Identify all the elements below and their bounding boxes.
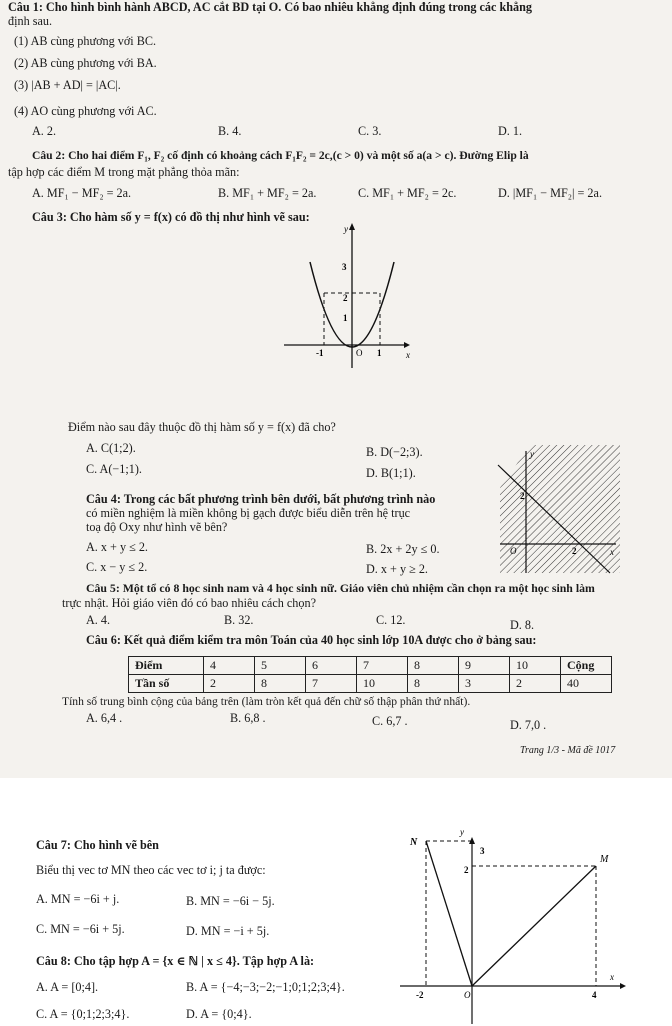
q4-y-label: y — [530, 449, 534, 459]
q1-stem-cont: định sau. — [8, 14, 53, 28]
q7-x-label: x — [610, 972, 614, 982]
q7-stem-line-2: Biểu thị vec tơ MN theo các vec tơ i; j ta được: — [36, 863, 266, 877]
q7-origin: O — [464, 990, 471, 1000]
q7-segment-on — [426, 841, 472, 986]
q8-option-b[interactable]: B. A = {−4;−3;−2;−1;0;1;2;3;4}. — [186, 980, 345, 994]
q4-option-b[interactable]: B. 2x + 2y ≤ 0. — [366, 542, 440, 556]
table-cell: 5 — [255, 657, 306, 675]
q3-stem: Câu 3: Cho hàm số y = f(x) có đồ thị như hình vẽ sau: — [32, 210, 310, 224]
table-cell: 9 — [459, 657, 510, 675]
q3-x-label: x — [406, 350, 410, 360]
q7-tick-x4: 4 — [592, 990, 597, 1000]
q5-option-b[interactable]: B. 32. — [224, 613, 254, 627]
q6-option-c[interactable]: C. 6,7 . — [372, 714, 408, 728]
q6-question: Tính số trung bình cộng của bảng trên (làm tròn kết quả đến chữ số thập phân thứ nhất). — [62, 695, 471, 708]
table-row-head: Tần số — [129, 675, 204, 693]
q6-option-d[interactable]: D. 7,0 . — [510, 718, 547, 732]
q7-y-label: y — [460, 827, 464, 837]
q7-stem: Câu 7: Cho hình vẽ bên — [36, 838, 159, 852]
q3-y-arrow — [349, 223, 355, 230]
q3-x-arrow — [404, 342, 410, 348]
q2-option-c[interactable]: C. MF₁ + MF₂ = 2c. — [358, 186, 457, 200]
page-footer: Trang 1/3 - Mã đề 1017 — [520, 745, 616, 756]
q2-option-d[interactable]: D. |MF₁ − MF₂| = 2a. — [498, 186, 602, 200]
q4-x-label: x — [610, 547, 614, 557]
q4-tick-y2: 2 — [520, 491, 525, 501]
q3-option-c[interactable]: C. A(−1;1). — [86, 462, 142, 476]
q2-stem: Câu 2: Cho hai điểm F₁, F₂ cố định có khoảng cách F₁F₂ = 2c,(c > 0) và một số a(a > c). Đường Elip là — [32, 149, 529, 162]
table-row — [129, 675, 612, 693]
q5-option-d[interactable]: D. 8. — [510, 618, 535, 632]
q1-option-c[interactable]: C. 3. — [358, 124, 382, 138]
q7-option-b[interactable]: B. MN = −6i − 5j. — [186, 894, 275, 908]
q6-option-b[interactable]: B. 6,8 . — [230, 711, 266, 725]
q3-tick-x1: 1 — [377, 348, 382, 358]
q3-option-d[interactable]: D. B(1;1). — [366, 466, 416, 480]
q5-stem-line-1: Câu 5: Một tổ có 8 học sinh nam và 4 học sinh nữ. Giáo viên chủ nhiệm cần chọn ra một học sinh làm — [86, 581, 595, 595]
table-row-head: Điểm — [129, 657, 204, 675]
q1-option-b[interactable]: B. 4. — [218, 124, 242, 138]
table-cell: 4 — [204, 657, 255, 675]
q4-option-a[interactable]: A. x + y ≤ 2. — [86, 540, 148, 554]
table-cell: 7 — [357, 657, 408, 675]
q6-option-a[interactable]: A. 6,4 . — [86, 711, 123, 725]
q7-tick-xm2: -2 — [416, 990, 424, 1000]
q7-option-a[interactable]: A. MN = −6i + j. — [36, 892, 120, 906]
q2-stem-cont: tập hợp các điểm M trong mặt phẳng thỏa mãn: — [8, 165, 240, 179]
q3-option-a[interactable]: A. C(1;2). — [86, 441, 136, 455]
q4-option-c[interactable]: C. x − y ≤ 2. — [86, 560, 148, 574]
q5-option-c[interactable]: C. 12. — [376, 613, 406, 627]
q7-point-m: M — [600, 854, 609, 865]
q1-stem: Câu 1: Cho hình bình hành ABCD, AC cắt BD tại O. Có bao nhiêu khẳng định đúng trong các khẳng — [8, 0, 533, 14]
q7-tick-y2: 2 — [464, 865, 469, 875]
q3-tick-1: 1 — [343, 313, 348, 323]
q4-stem-line-2: có miền nghiệm là miền không bị gạch được biểu diễn trên hệ trục — [86, 506, 411, 520]
table-cell: 8 — [408, 675, 459, 693]
q3-tick-3: 3 — [342, 262, 347, 272]
q2-option-b[interactable]: B. MF₁ + MF₂ = 2a. — [218, 186, 317, 200]
q6-stem: Câu 6: Kết quả điểm kiểm tra môn Toán của 40 học sinh lớp 10A được cho ở bảng sau: — [86, 633, 537, 647]
q3-origin: O — [356, 348, 363, 358]
q8-option-a[interactable]: A. A = [0;4]. — [36, 980, 99, 994]
table-cell: 2 — [204, 675, 255, 693]
q7-segment-om — [472, 866, 596, 986]
table-cell: 8 — [408, 657, 459, 675]
q4-stem-line-1: Câu 4: Trong các bất phương trình bên dưới, bất phương trình nào — [86, 492, 436, 506]
table-cell: 10 — [357, 675, 408, 693]
table-cell: 7 — [306, 675, 357, 693]
q8-option-c[interactable]: C. A = {0;1;2;3;4}. — [36, 1007, 130, 1021]
q4-origin: O — [510, 546, 517, 556]
q7-x-arrow — [620, 983, 626, 989]
q8-stem: Câu 8: Cho tập hợp A = {x ∈ ℕ | x ≤ 4}. Tập hợp A là: — [36, 954, 315, 968]
q5-stem-line-2: trực nhật. Hỏi giáo viên đó có bao nhiêu cách chọn? — [62, 596, 316, 610]
q7-vector-graph — [400, 827, 630, 1026]
q7-point-n: N — [410, 837, 418, 848]
table-cell: 8 — [255, 675, 306, 693]
q1-option-a[interactable]: A. 2. — [32, 124, 57, 138]
q4-option-d[interactable]: D. x + y ≥ 2. — [366, 562, 428, 576]
page-gap — [0, 778, 672, 800]
q7-tick-y3: 3 — [480, 846, 485, 856]
q2-option-a[interactable]: A. MF₁ − MF₂ = 2a. — [32, 186, 132, 200]
q1-statement-3: (3) |AB + AD| = |AC|. — [14, 78, 121, 92]
q3-tick-xm1: -1 — [316, 348, 324, 358]
q8-option-d[interactable]: D. A = {0;4}. — [186, 1007, 252, 1021]
table-cell: 6 — [306, 657, 357, 675]
table-cell: 10 — [510, 657, 561, 675]
q1-statement-1: (1) AB cùng phương với BC. — [14, 34, 157, 48]
table-cell: 2 — [510, 675, 561, 693]
q4-stem-line-3: toạ độ Oxy như hình vẽ bên? — [86, 520, 228, 534]
q6-score-table — [128, 656, 612, 693]
q3-tick-2: 2 — [343, 293, 348, 303]
q1-statement-4: (4) AO cùng phương với AC. — [14, 104, 157, 118]
q1-statement-2: (2) AB cùng phương với BA. — [14, 56, 157, 70]
table-cell: Cộng — [561, 657, 612, 675]
table-cell: 40 — [561, 675, 612, 693]
table-cell: 3 — [459, 675, 510, 693]
q5-option-a[interactable]: A. 4. — [86, 613, 111, 627]
q3-y-label: y — [344, 224, 348, 234]
q7-option-d[interactable]: D. MN = −i + 5j. — [186, 924, 270, 938]
q1-option-d[interactable]: D. 1. — [498, 124, 523, 138]
q3-parabola-graph — [280, 222, 410, 372]
q4-tick-x2: 2 — [572, 546, 577, 556]
q4-region-graph — [500, 445, 620, 573]
q7-option-c[interactable]: C. MN = −6i + 5j. — [36, 922, 125, 936]
q3-option-b[interactable]: B. D(−2;3). — [366, 445, 423, 459]
table-row — [129, 657, 612, 675]
q3-question: Điểm nào sau đây thuộc đồ thị hàm số y = f(x) đã cho? — [68, 420, 336, 434]
